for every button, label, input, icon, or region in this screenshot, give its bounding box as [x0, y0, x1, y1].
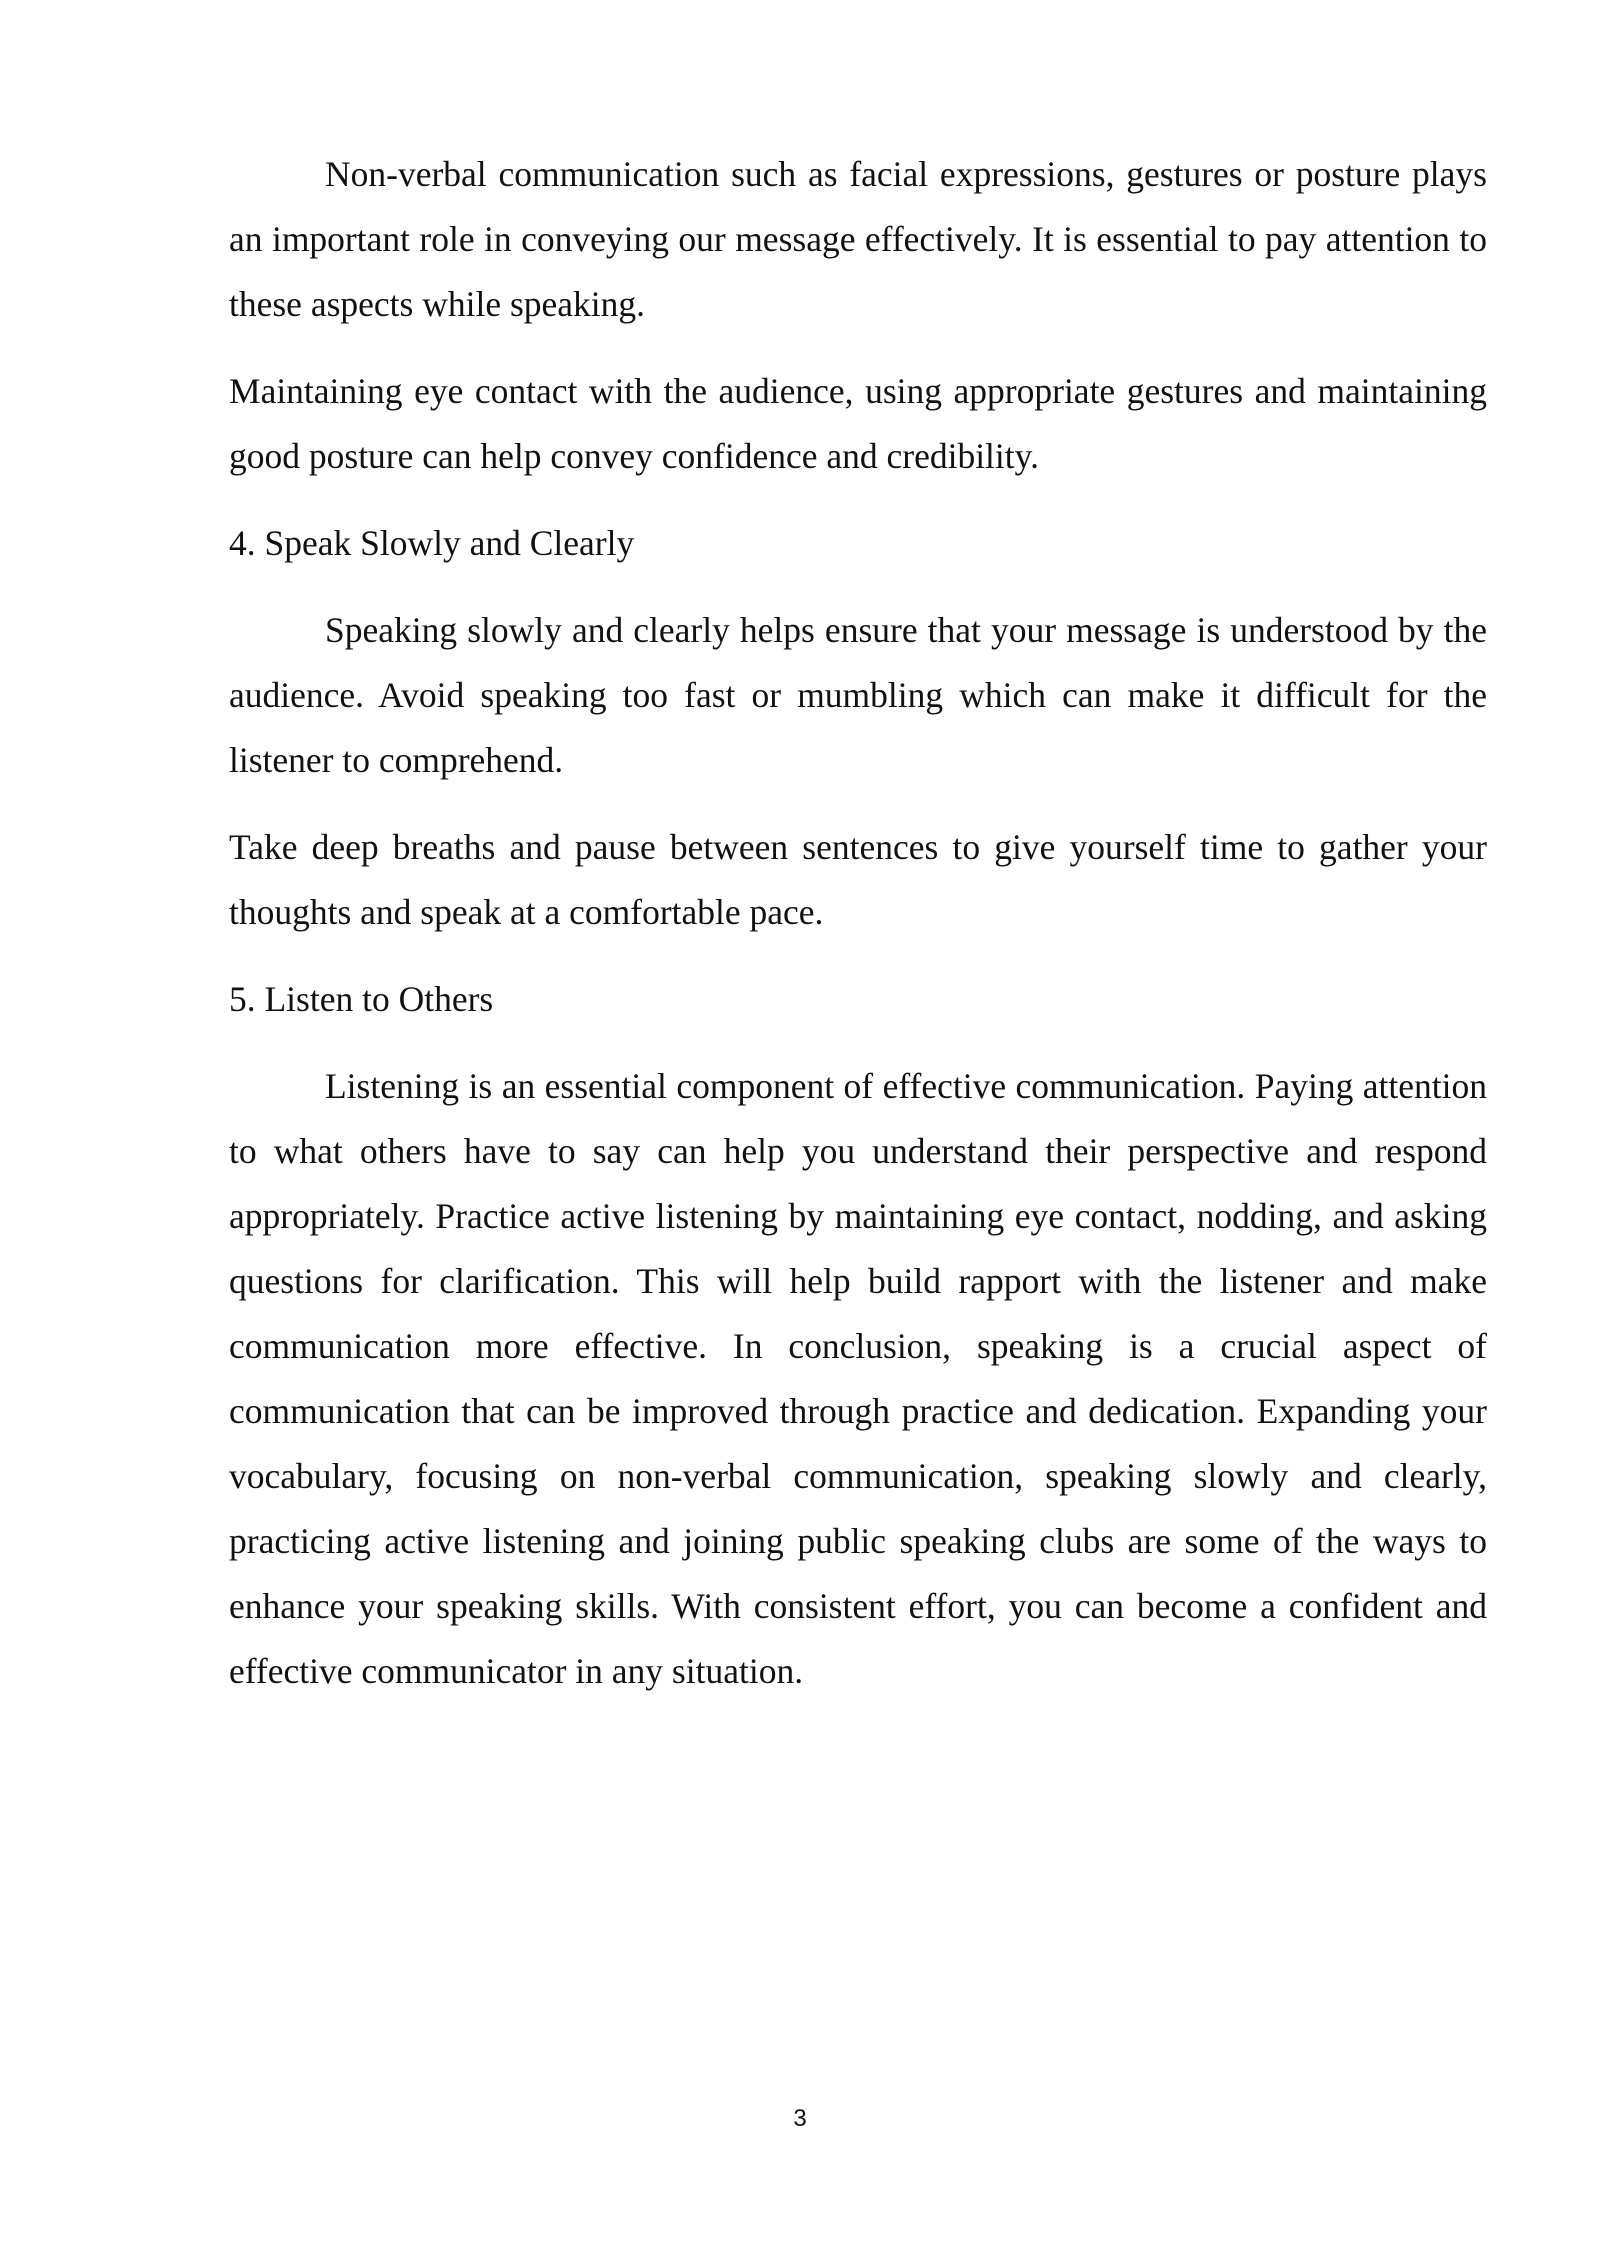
page-body	[229, 142, 1487, 1726]
paragraph-listening-conclusion: Listening is an essential component of effective communication. Paying attention to what others have to say can help you understand their perspective and respond appropriately. Practice active listening by maintaining eye contact, nodding, and asking questions for clarification. This will help build rapport with the listener and make communication more effective. In conclusion, speaking is a crucial aspect of communication that can be improved through practice and dedication. Expanding your vocabulary, focusing on non-verbal communication, speaking slowly and clearly, practicing active listening and joining public speaking clubs are some of the ways to enhance your speaking skills. With consistent effort, you can become a confident and effective communicator in any situation.	[229, 1066, 1487, 1691]
paragraph-deep-breaths: Take deep breaths and pause between sentences to give yourself time to gather your thoughts and speak at a comfortable pace.	[229, 827, 1487, 932]
section-heading-listen-to-others: 5. Listen to Others	[229, 979, 494, 1019]
paragraph-speaking-clearly: Speaking slowly and clearly helps ensure that your message is understood by the audience. Avoid speaking too fast or mumbling which can make it difficult for the listener to comprehend.	[229, 610, 1487, 780]
paragraph-nonverbal-communication: Non-verbal communication such as facial expressions, gestures or posture plays an important role in conveying our message effectively. It is essential to pay attention to these aspects while speaking.	[229, 154, 1487, 324]
page-number: 3	[793, 2105, 807, 2132]
section-heading-speak-slowly: 4. Speak Slowly and Clearly	[229, 523, 635, 563]
paragraph-eye-contact: Maintaining eye contact with the audience, using appropriate gestures and maintaining good posture can help convey confidence and credibility.	[229, 371, 1487, 476]
